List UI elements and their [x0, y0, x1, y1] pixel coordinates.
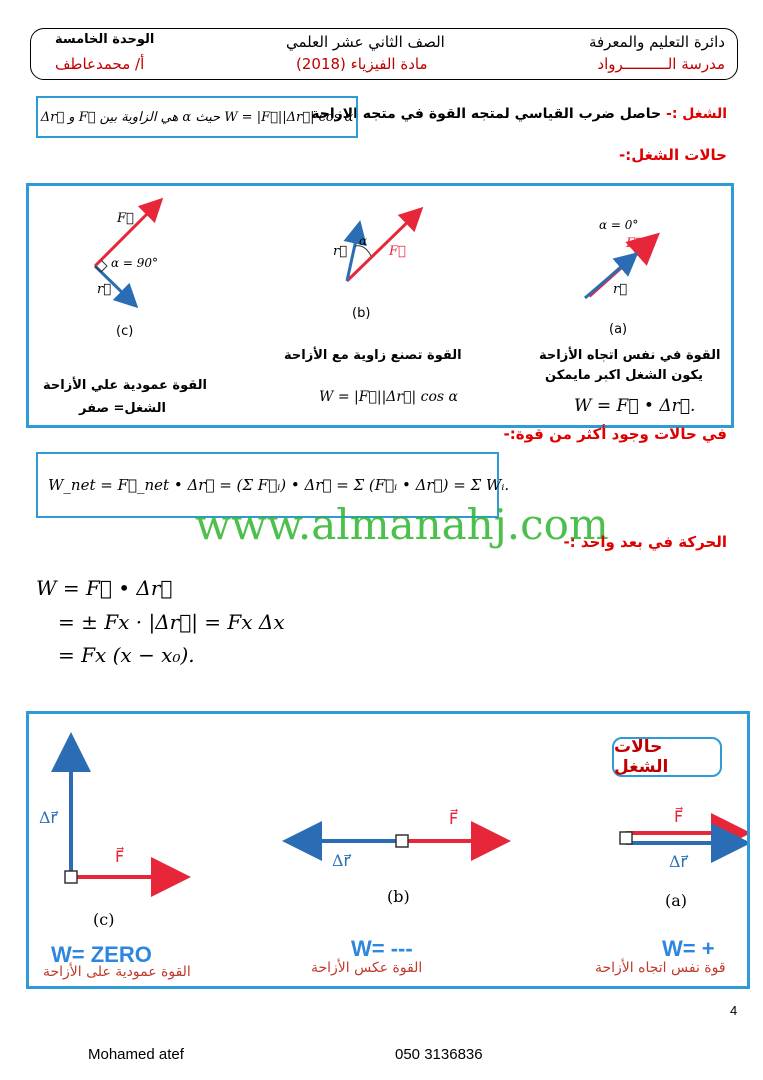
work-case-b-f-label: F⃗	[449, 809, 459, 828]
case-a-result: يكون الشغل اكبر مايمكن	[545, 368, 703, 383]
work-case-b-dr-label: Δr⃗	[332, 851, 351, 870]
case-c-angle: α = 90°	[111, 256, 159, 270]
work-definition	[311, 106, 727, 122]
case-b-vectors	[347, 211, 419, 281]
case-a-f-label: F⃗	[626, 236, 643, 251]
work-case-b-block	[396, 835, 408, 847]
net-work-formula: W_net = F⃗_net • Δr⃗ = (Σ F⃗ᵢ) • Δr⃗ = Σ (F⃗ᵢ • Δr⃗) = Σ Wᵢ.	[48, 476, 510, 494]
work-definition-label: الشغل :-	[666, 106, 727, 122]
case-c-caption: القوة عمودية علي الأزاحة	[43, 378, 207, 393]
work-definition-text: حاصل ضرب القياسي لمتجه القوة في متجه الازاحة	[311, 106, 667, 122]
one-d-eq-3: = Fx (x − x₀).	[58, 643, 195, 667]
case-b-tag: (b)	[352, 306, 371, 321]
multi-force-title: في حالات وجود أكثر من قوة:-	[503, 425, 727, 443]
work-case-c-caption: القوة عمودية على الأزاحة	[43, 964, 191, 980]
work-case-a-caption: قوة نفس اتجاه الأزاحة	[595, 960, 726, 976]
one-dimension-title: الحركة في بعد واحد :-	[563, 533, 727, 551]
one-d-eq-2: = ± Fx · |Δr⃗| = Fx Δx	[58, 610, 285, 634]
one-d-eq-1: W = F⃗ • Δr⃗	[36, 576, 173, 600]
case-a-r-label: r⃗	[613, 282, 628, 297]
footer-author: Mohamed atef	[88, 1046, 184, 1063]
case-c-tag: (c)	[116, 324, 134, 339]
page-header	[30, 28, 738, 80]
work-case-b-tag: (b)	[387, 887, 410, 906]
work-case-b-vectors	[294, 835, 499, 847]
work-case-c-tag: (c)	[93, 910, 115, 929]
school-name: مدرسة الــــــــــرواد	[597, 55, 725, 73]
watermark: www.almanahj.com	[195, 500, 609, 549]
work-formula: W = |F⃗||Δr⃗| cos α حيث α هي الزاوية بين F⃗ و Δr⃗	[40, 109, 354, 125]
page-number: 4	[730, 1003, 738, 1018]
work-case-a-vectors	[620, 832, 739, 844]
case-b-formula: W = |F⃗||Δr⃗| cos α	[319, 389, 459, 405]
work-cases-box	[26, 711, 750, 989]
unit-label: الوحدة الخامسة	[55, 32, 155, 47]
case-c-result: الشغل= صفر	[79, 401, 166, 416]
work-formula-box	[36, 96, 358, 138]
grade-label: الصف الثاني عشر العلمي	[286, 33, 445, 51]
work-case-a-dr-label: Δr⃗	[669, 852, 688, 871]
case-a-tag: (a)	[609, 322, 628, 337]
case-a-formula: W = F⃗ • Δr⃗.	[574, 396, 696, 416]
case-b-caption: القوة تصنع زاوية مع الأزاحة	[284, 348, 462, 363]
department-name: دائرة التعليم والمعرفة	[588, 33, 725, 51]
teacher-name: أ/ محمدعاطف	[55, 55, 145, 73]
case-a-angle: α = 0°	[599, 218, 639, 232]
work-case-a-f-label: F⃗	[674, 807, 684, 826]
work-case-a-result: W= +	[662, 936, 715, 961]
case-b-f-label: F⃗	[389, 244, 406, 259]
case-a-caption: القوة في نفس اتجاه الأزاحة	[539, 348, 721, 363]
case-b-r-label: r⃗	[333, 244, 348, 259]
cases-title: حالات الشغل:-	[618, 146, 727, 164]
work-case-c-dr-label: Δr⃗	[39, 808, 58, 827]
work-case-b-caption: القوة عكس الأزاحة	[311, 960, 423, 976]
subject-label: مادة الفيزياء (2018)	[296, 55, 428, 73]
footer-phone: 050 3136836	[395, 1046, 483, 1063]
work-case-c-block	[65, 871, 77, 883]
work-case-a-tag: (a)	[665, 891, 688, 910]
case-b-angle: α	[359, 234, 368, 248]
work-case-a-block	[620, 832, 632, 844]
case-c-r-label: r⃗	[97, 282, 112, 297]
work-cases-badge: حالات الشغل	[612, 737, 722, 777]
work-case-c-result: W= ZERO	[51, 942, 152, 967]
case-c-f-label: F⃗	[117, 211, 134, 226]
work-case-b-result: W= ---	[351, 936, 413, 961]
work-case-c-f-label: F⃗	[115, 847, 125, 866]
cases-box	[26, 183, 734, 428]
